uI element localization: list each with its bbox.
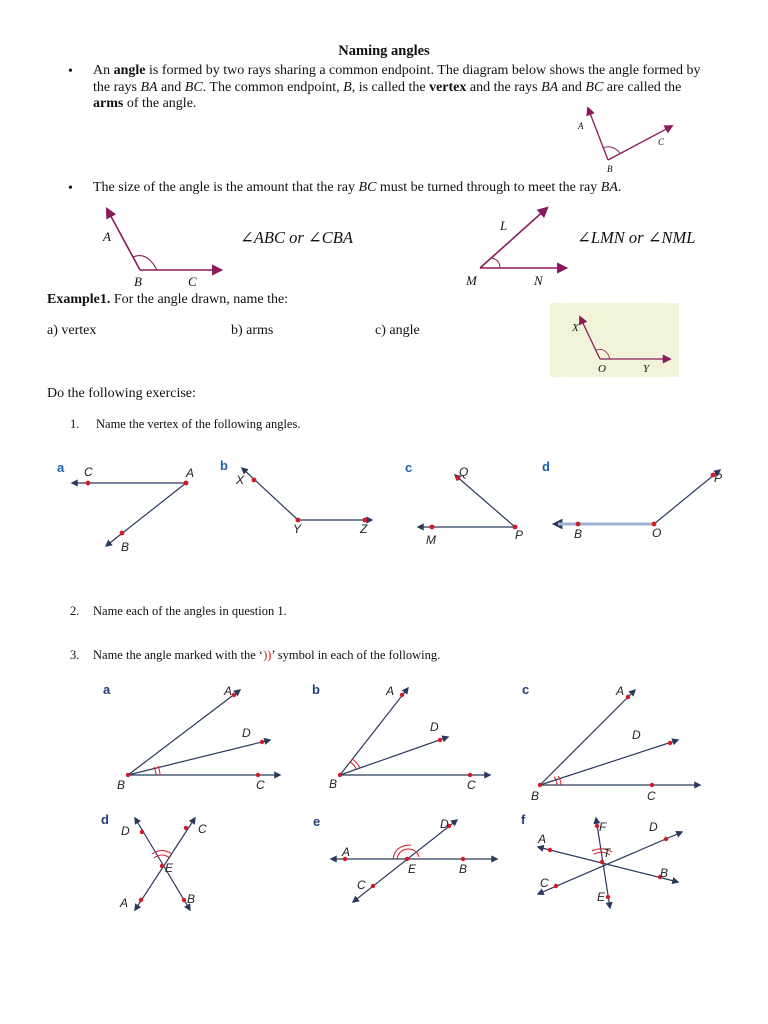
label-c: C	[188, 274, 197, 289]
bullet-2-segment: must be turned through to meet the ray	[376, 180, 601, 195]
q1-b-diagram	[230, 460, 380, 540]
label-a: A	[578, 121, 584, 131]
bullet-1-segment: angle	[113, 63, 146, 78]
bullet-1-segment: vertex	[429, 79, 467, 95]
label-y: Y	[643, 363, 650, 375]
q3-e-label-e: E	[408, 862, 417, 876]
bullet-1-segment: BC	[585, 79, 604, 95]
question-1-text: Name the vertex of the following angles.	[96, 417, 301, 431]
q1-d-diagram	[548, 462, 728, 532]
q3-e-label-a: A	[342, 845, 351, 859]
angle-diagram-lmn	[470, 200, 580, 275]
bullet-marker: •	[68, 64, 73, 79]
q1-a-label-a: A	[186, 466, 195, 480]
q3-a-diagram	[110, 680, 290, 790]
bullet-1-segment: of the angle.	[123, 96, 197, 111]
q3-b-label-d: D	[430, 720, 439, 734]
question-2-text: Name each of the angles in question 1.	[93, 604, 287, 618]
q3-b-label-b: B	[329, 777, 338, 791]
q3-f-label-c: C	[540, 876, 549, 890]
q3-b-letter: b	[312, 682, 320, 697]
q1-d-label-b: B	[574, 527, 583, 541]
label-o: O	[598, 363, 606, 375]
bullet-2-segment: BA	[600, 180, 618, 195]
bullet-1-segment: BA	[541, 79, 559, 95]
example-heading	[47, 292, 288, 308]
bullet-1-segment: are called the	[603, 79, 682, 95]
q3-e-letter: e	[313, 814, 321, 829]
bullet-marker: •	[68, 181, 73, 196]
q3-f-diagram	[530, 812, 690, 912]
q3-f-label-a: A	[538, 832, 547, 846]
bullet-1-segment: is formed by two rays sharing a common endpoint. The diagram below shows the angle formed by the rays	[93, 63, 701, 95]
q3-c-letter: c	[522, 682, 530, 697]
bullet-1-segment: , is called the	[351, 79, 430, 95]
q1-a-label-c: C	[84, 465, 93, 479]
q3-d-label-b: B	[187, 892, 196, 906]
q3-e-label-b: B	[459, 862, 468, 876]
bullet-1-segment: and	[157, 79, 185, 95]
q1-b-label-x: X	[236, 473, 245, 487]
bullet-1-segment: . The common endpoint,	[202, 79, 344, 95]
q3-d-label-c: C	[198, 822, 207, 836]
q1-c-label-p: P	[515, 528, 524, 542]
q3-f-label-f: F	[599, 820, 607, 834]
q3-d-letter: d	[101, 812, 109, 827]
example-part-c: c) angle	[375, 323, 420, 338]
q3-b-label-c: C	[467, 778, 476, 792]
bullet-1-segment: An	[93, 63, 114, 78]
q3-f-label-e: E	[597, 890, 606, 904]
angle-diagram-abc	[95, 205, 235, 280]
question-3-text	[93, 648, 440, 663]
bullet-text-2	[93, 180, 713, 197]
q3-e-label-c: C	[357, 878, 366, 892]
question-1-number: 1.	[70, 417, 80, 431]
q1-d-letter: d	[542, 459, 550, 474]
exercise-heading: Do the following exercise:	[47, 386, 196, 401]
q3-d-label-a: A	[120, 896, 129, 910]
example-label: Example1.	[47, 292, 111, 307]
q3-d-label-d: D	[121, 824, 130, 838]
q1-a-label-b: B	[121, 540, 130, 554]
q3-c-label-a: A	[616, 684, 625, 698]
label-x: X	[572, 322, 579, 334]
q3-a-label-b: B	[117, 778, 126, 792]
bullet-2-segment: .	[617, 180, 622, 195]
example-part-b: b) arms	[231, 323, 274, 338]
q3-b-diagram	[320, 680, 500, 790]
q3-a-label-d: D	[242, 726, 251, 740]
bullet-2-segment: BC	[358, 180, 377, 195]
bullet-1-segment: BC	[184, 79, 203, 95]
bullet-1-segment: arms	[93, 96, 124, 111]
q3-f-label-t: T	[603, 846, 611, 860]
question-2-number: 2.	[70, 604, 80, 618]
q1-c-label-q: Q	[459, 465, 469, 479]
bullet-1-segment: and the rays	[466, 79, 542, 95]
arc-symbol: ))	[263, 648, 272, 662]
q1-d-label-p: P	[714, 471, 723, 485]
q3-d-label-e: E	[165, 861, 174, 875]
q3-b-label-a: A	[386, 684, 395, 698]
q1-c-letter: c	[405, 460, 413, 475]
question-3-text-pre: Name the angle marked with the ‘	[93, 648, 264, 662]
angle-name-abc: ∠ABC or ∠CBA	[240, 228, 353, 247]
example-part-a: a) vertex	[47, 323, 97, 338]
q3-f-label-d: D	[649, 820, 658, 834]
q1-d-label-o: O	[652, 526, 662, 540]
angle-diagram-xoy	[550, 303, 679, 377]
q1-c-label-m: M	[426, 533, 436, 547]
q3-a-letter: a	[103, 682, 111, 697]
label-c: C	[658, 137, 665, 147]
label-n: N	[534, 273, 543, 288]
q3-c-label-d: D	[632, 728, 641, 742]
q3-c-label-c: C	[647, 789, 656, 803]
label-l: L	[500, 218, 508, 233]
bullet-1-segment: B	[343, 79, 352, 95]
q3-a-label-c: C	[256, 778, 265, 792]
q3-f-letter: f	[521, 812, 526, 827]
q1-b-label-z: Z	[360, 522, 368, 536]
page-title: Naming angles	[338, 43, 430, 59]
label-a: A	[103, 229, 111, 244]
label-b: B	[607, 164, 613, 174]
q1-a-letter: a	[57, 460, 65, 475]
example-text: For the angle drawn, name the:	[110, 292, 289, 307]
angle-name-lmn: ∠LMN or ∠NML	[577, 228, 696, 247]
bullet-2-segment: The size of the angle is the amount that the ray	[93, 180, 359, 195]
question-3-text-post: ’ symbol in each of the following.	[271, 648, 441, 662]
q1-b-label-y: Y	[293, 522, 302, 536]
label-m: M	[466, 273, 477, 288]
q3-c-label-b: B	[531, 789, 540, 803]
q3-f-label-b: B	[660, 866, 669, 880]
label-b: B	[134, 274, 142, 289]
angle-diagram-abc-small	[570, 100, 690, 180]
bullet-1-segment: and	[558, 79, 586, 95]
bullet-1-segment: BA	[140, 79, 158, 95]
question-3-number: 3.	[70, 648, 80, 662]
q3-a-label-a: A	[224, 684, 233, 698]
q1-b-letter: b	[220, 458, 228, 473]
q3-e-label-d: D	[440, 817, 449, 831]
